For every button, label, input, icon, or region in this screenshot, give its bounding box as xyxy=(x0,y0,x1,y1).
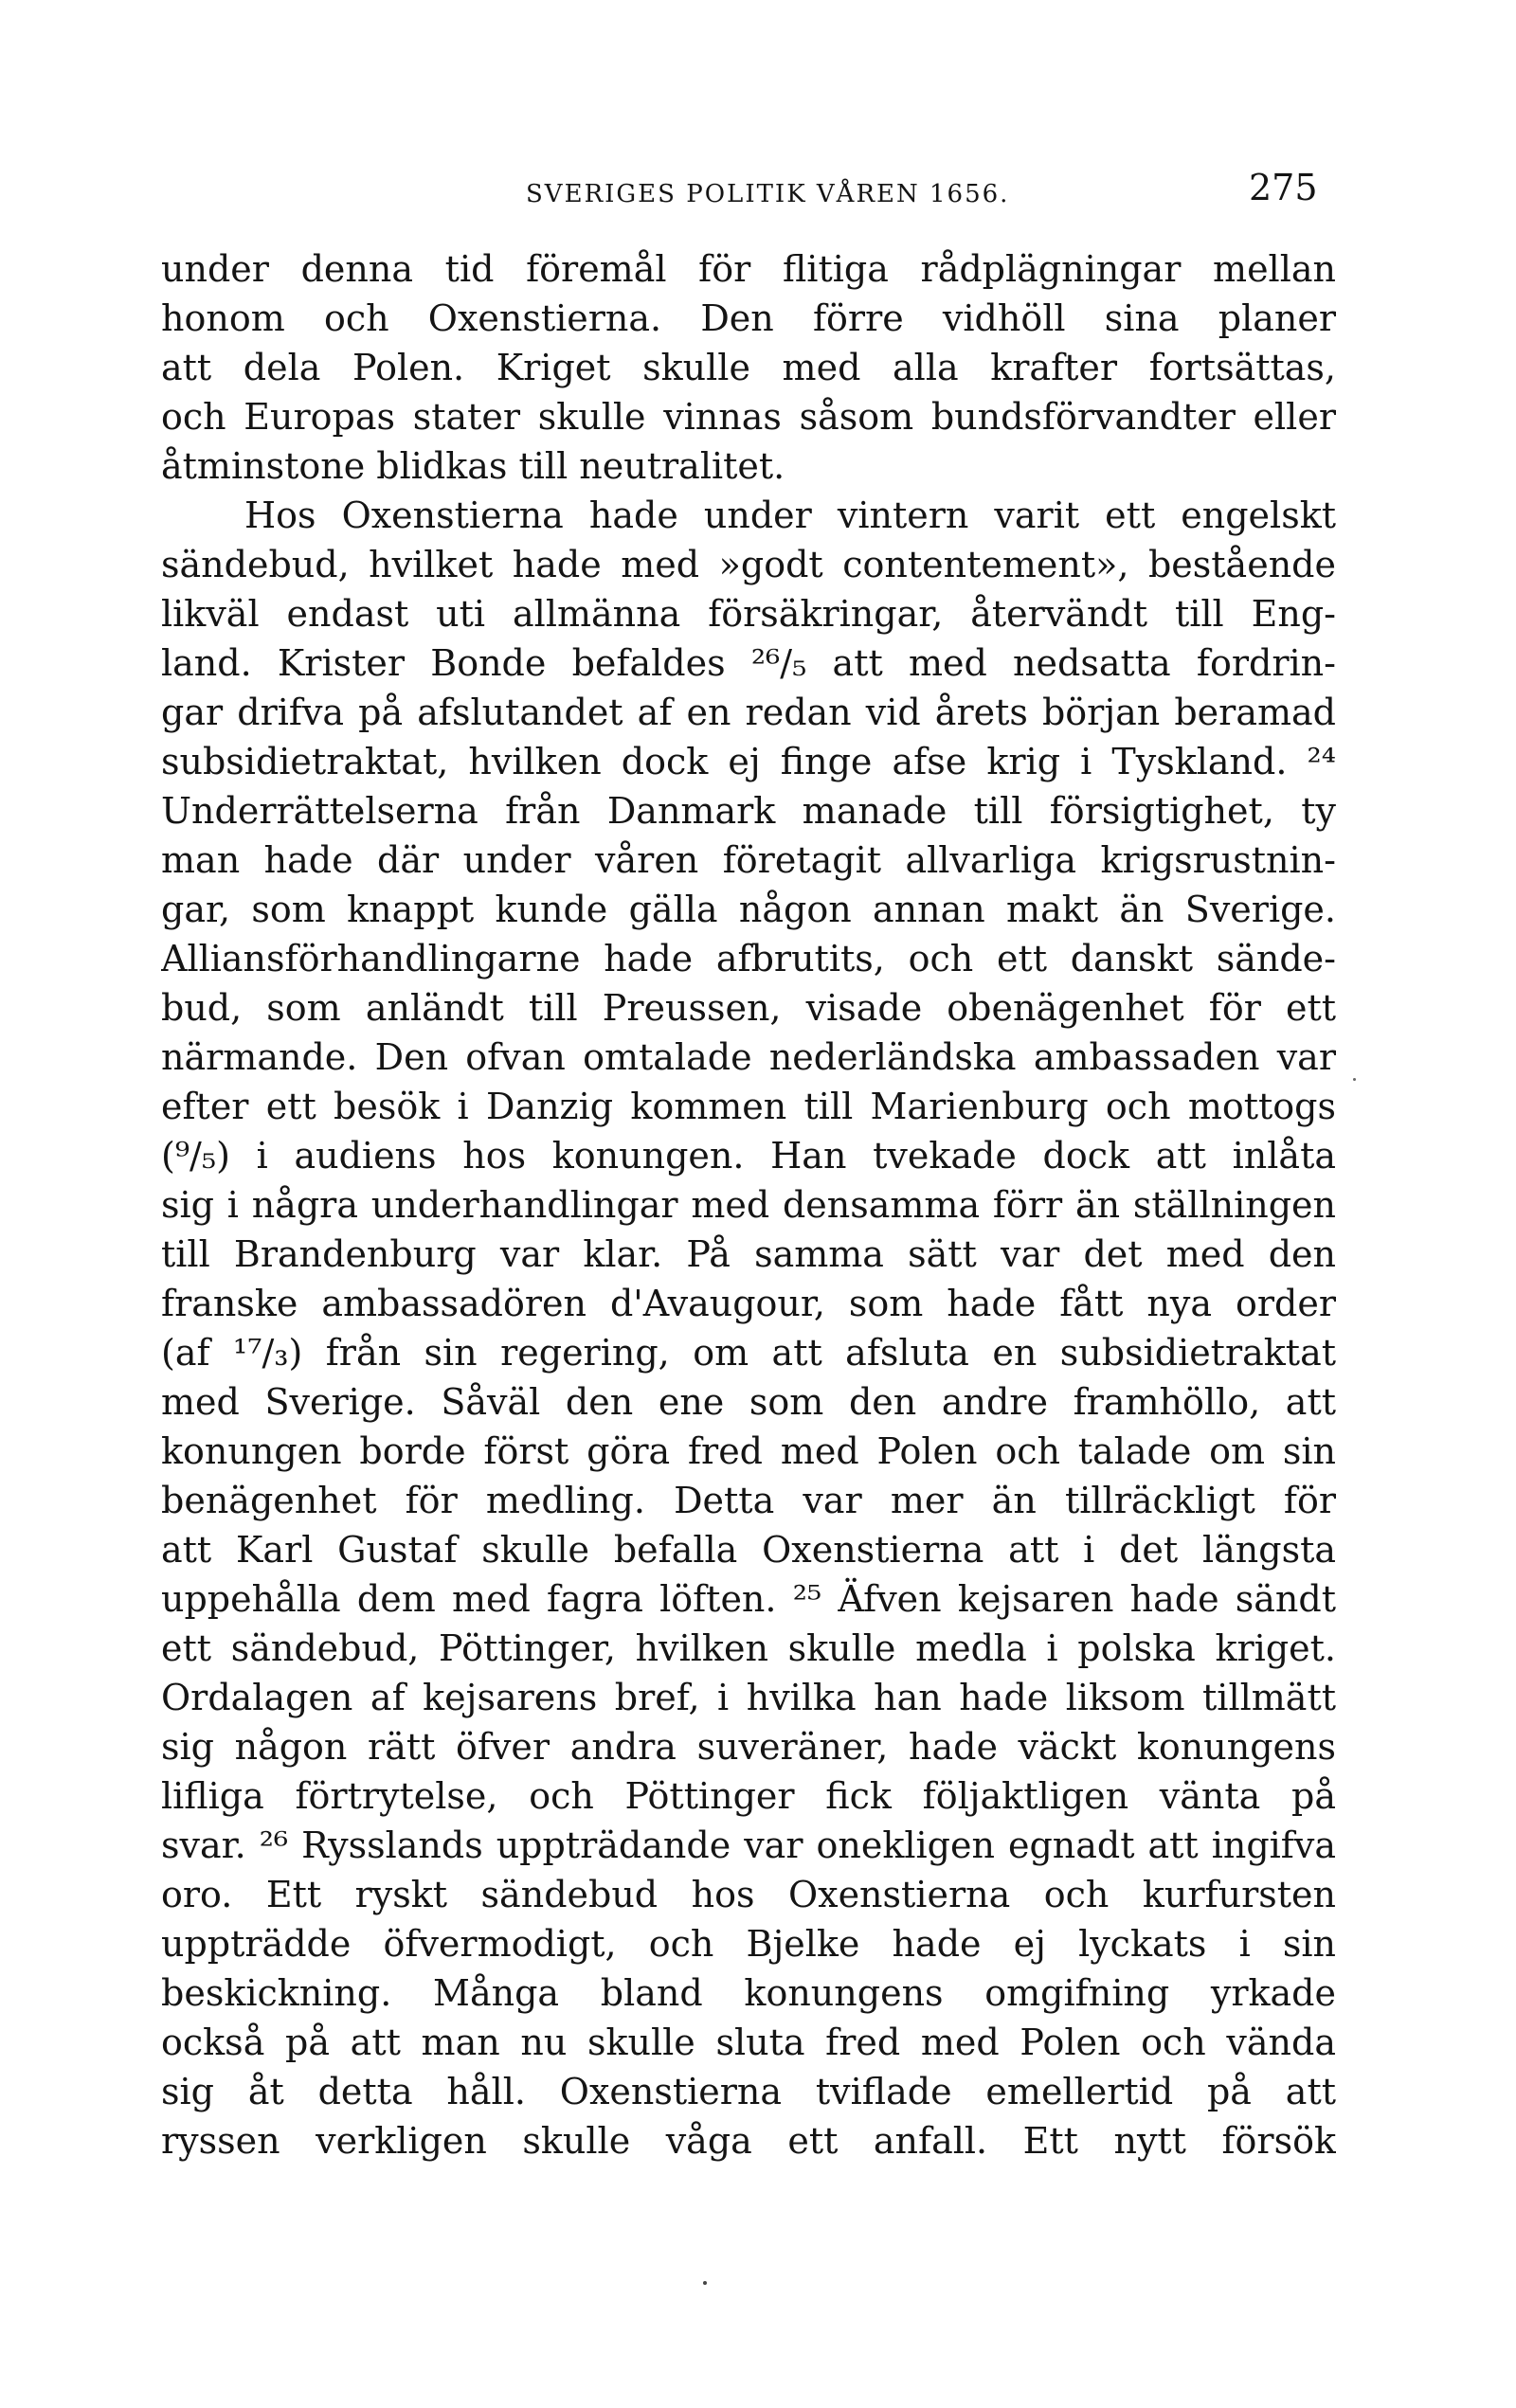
text-line: benägenhet för medling. Detta var mer än tillräckligt för xyxy=(161,1480,1336,1521)
text-line: att dela Polen. Kriget skulle med alla krafter fortsättas, xyxy=(161,347,1336,388)
running-title: SVERIGES POLITIK VÅREN 1656. xyxy=(526,180,1010,208)
text-line: oro. Ett ryskt sändebud hos Oxenstierna och kurfursten xyxy=(161,1874,1336,1915)
text-line: sig åt detta håll. Oxenstierna tviflade emellertid på att xyxy=(161,2071,1336,2112)
text-line: med Sverige. Såväl den ene som den andre framhöllo, att xyxy=(161,1381,1336,1423)
text-line: närmande. Den ofvan omtalade nederländska ambassaden var xyxy=(161,1036,1336,1078)
text-line: man hade där under våren företagit allvarliga krigsrustnin- xyxy=(161,839,1336,881)
text-line: (af ¹⁷/₃) från sin regering, om att afsluta en subsidietraktat xyxy=(161,1332,1336,1374)
text-line: lifliga förtrytelse, och Pöttinger fick följaktligen vänta på xyxy=(161,1775,1336,1817)
text-line: honom och Oxenstierna. Den förre vidhöll sina planer xyxy=(161,297,1336,339)
text-line: sig i några underhandlingar med densamma förr än ställningen xyxy=(161,1184,1336,1226)
text-line: Alliansförhandlingarne hade afbrutits, och ett danskt sände- xyxy=(161,938,1336,979)
text-line: uppträdde öfvermodigt, och Bjelke hade ej lyckats i sin xyxy=(161,1923,1336,1965)
text-line: och Europas stater skulle vinnas såsom bundsförvandter eller xyxy=(161,396,1336,438)
text-line: ett sändebud, Pöttinger, hvilken skulle medla i polska kriget. xyxy=(161,1627,1336,1669)
text-line: Underrättelserna från Danmark manade till försigtighet, ty xyxy=(161,790,1336,832)
print-speck xyxy=(703,2281,707,2285)
text-line: konungen borde först göra fred med Polen och talade om sin xyxy=(161,1430,1336,1472)
text-line: Hos Oxenstierna hade under vintern varit ett engelskt xyxy=(244,494,1336,536)
text-line: Ordalagen af kejsarens bref, i hvilka han hade liksom tillmätt xyxy=(161,1677,1336,1718)
text-line: till Brandenburg var klar. På samma sätt var det med den xyxy=(161,1233,1336,1275)
text-line: under denna tid föremål för flitiga rådplägningar mellan xyxy=(161,248,1336,290)
text-line: också på att man nu skulle sluta fred med Polen och vända xyxy=(161,2022,1336,2063)
text-line: sändebud, hvilket hade med »godt contentement», bestående xyxy=(161,544,1336,585)
text-line: land. Krister Bonde befaldes ²⁶/₅ att med nedsatta fordrin- xyxy=(161,642,1336,684)
print-speck xyxy=(1353,1078,1356,1081)
text-line: subsidietraktat, hvilken dock ej finge afse krig i Tyskland. ²⁴ xyxy=(161,741,1336,782)
text-line: beskickning. Många bland konungens omgifning yrkade xyxy=(161,1972,1336,2014)
text-line: sig någon rätt öfver andra suveräner, hade väckt konungens xyxy=(161,1726,1336,1768)
text-line: att Karl Gustaf skulle befalla Oxenstierna att i det längsta xyxy=(161,1529,1336,1571)
text-line: uppehålla dem med fagra löften. ²⁵ Äfven kejsaren hade sändt xyxy=(161,1578,1336,1620)
text-line: ryssen verkligen skulle våga ett anfall. Ett nytt försök xyxy=(161,2120,1336,2162)
text-line: (⁹/₅) i audiens hos konungen. Han tvekade dock att inlåta xyxy=(161,1135,1336,1177)
page-number: 275 xyxy=(1249,167,1318,208)
text-line: efter ett besök i Danzig kommen till Marienburg och mottogs xyxy=(161,1086,1336,1127)
text-line: svar. ²⁶ Rysslands uppträdande var onekligen egnadt att ingifva xyxy=(161,1824,1336,1866)
text-line: franske ambassadören d'Avaugour, som hade fått nya order xyxy=(161,1283,1336,1324)
text-line: gar, som knappt kunde gälla någon annan makt än Sverige. xyxy=(161,889,1336,930)
text-line: gar drifva på afslutandet af en redan vid årets början beramad xyxy=(161,692,1336,733)
text-line: åtminstone blidkas till neutralitet. xyxy=(161,445,785,487)
text-line: bud, som anländt till Preussen, visade obenägenhet för ett xyxy=(161,987,1336,1029)
text-line: likväl endast uti allmänna försäkringar, återvändt till Eng- xyxy=(161,593,1336,635)
